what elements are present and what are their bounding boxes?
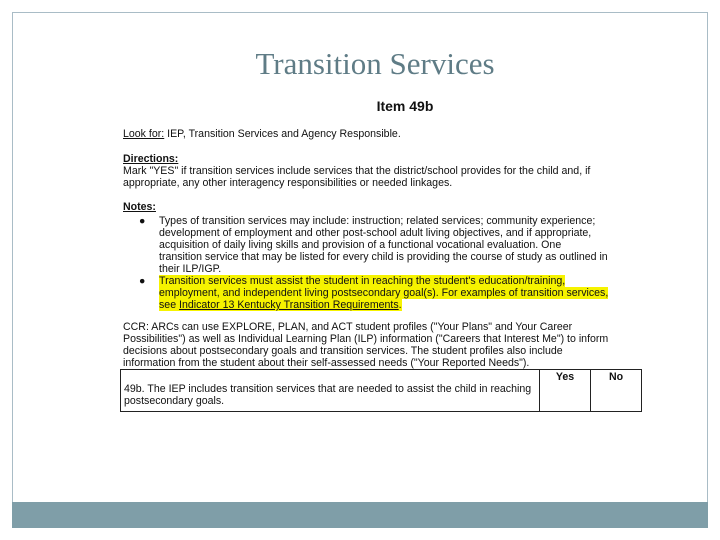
look-for-label: Look for: <box>123 128 165 140</box>
item-heading: Item 49b <box>376 98 434 114</box>
ccr-paragraph <box>123 321 642 369</box>
note-line: acquisition of daily living skills and provision of a functional vocational evaluation. One <box>159 239 562 251</box>
yes-column[interactable]: Yes <box>539 370 590 412</box>
ccr-line: Possibilities") as well as Individual Learning Plan (ILP) information ("Careers that Interest Me") to inform <box>123 333 609 345</box>
highlighted-line: employment, and independent living postsecondary goal(s). For examples of transition services, <box>159 287 609 299</box>
note-line: development of employment and other post-school adult living objectives, and if appropriate, <box>159 227 592 239</box>
bullet-icon: ● <box>139 275 146 287</box>
note-line: transition service that may be listed for every child is providing the course of study as outlined in <box>159 251 608 263</box>
notes-list <box>123 215 642 311</box>
ccr-line: information from the student about their self-assessed needs ("Your Reported Needs"). <box>123 357 530 369</box>
bullet-icon: ● <box>139 215 146 227</box>
note-item-highlighted <box>139 275 642 311</box>
directions-section <box>123 153 642 189</box>
highlighted-line: Transition services must assist the student in reaching the student's education/training, <box>159 275 566 287</box>
note-item <box>139 215 642 275</box>
notes-section <box>123 201 642 311</box>
ccr-line: CCR: ARCs can use EXPLORE, PLAN, and ACT student profiles ("Your Plans" and Your Career <box>123 321 573 333</box>
look-for-line <box>123 128 642 140</box>
directions-label: Directions: <box>123 153 179 165</box>
look-for-text: IEP, Transition Services and Agency Responsible. <box>164 128 401 140</box>
note-line: their ILP/IGP. <box>159 263 222 275</box>
item-checklist-table <box>120 369 642 412</box>
slide-footer-bar <box>12 502 708 528</box>
note-line: Types of transition services may include: instruction; related services; community experience; <box>159 215 596 227</box>
highlighted-text: . <box>398 299 402 311</box>
slide-title: Transition Services <box>255 46 495 81</box>
directions-line: Mark "YES" if transition services include services that the district/school provides for the child and, if <box>123 165 591 177</box>
highlighted-text: see <box>159 299 180 311</box>
document-excerpt <box>120 100 642 412</box>
no-column[interactable]: No <box>591 370 642 412</box>
table-row <box>121 370 642 412</box>
indicator-13-link[interactable]: Indicator 13 Kentucky Transition Requirements <box>179 299 399 311</box>
notes-label: Notes: <box>123 201 156 213</box>
item-statement: 49b. The IEP includes transition services that are needed to assist the child in reaching postsecondary goals. <box>121 370 540 412</box>
ccr-line: decisions about postsecondary goals and transition services. The student profiles also include <box>123 345 563 357</box>
directions-line: appropriate, any other interagency responsibilities or needed linkages. <box>123 177 453 189</box>
